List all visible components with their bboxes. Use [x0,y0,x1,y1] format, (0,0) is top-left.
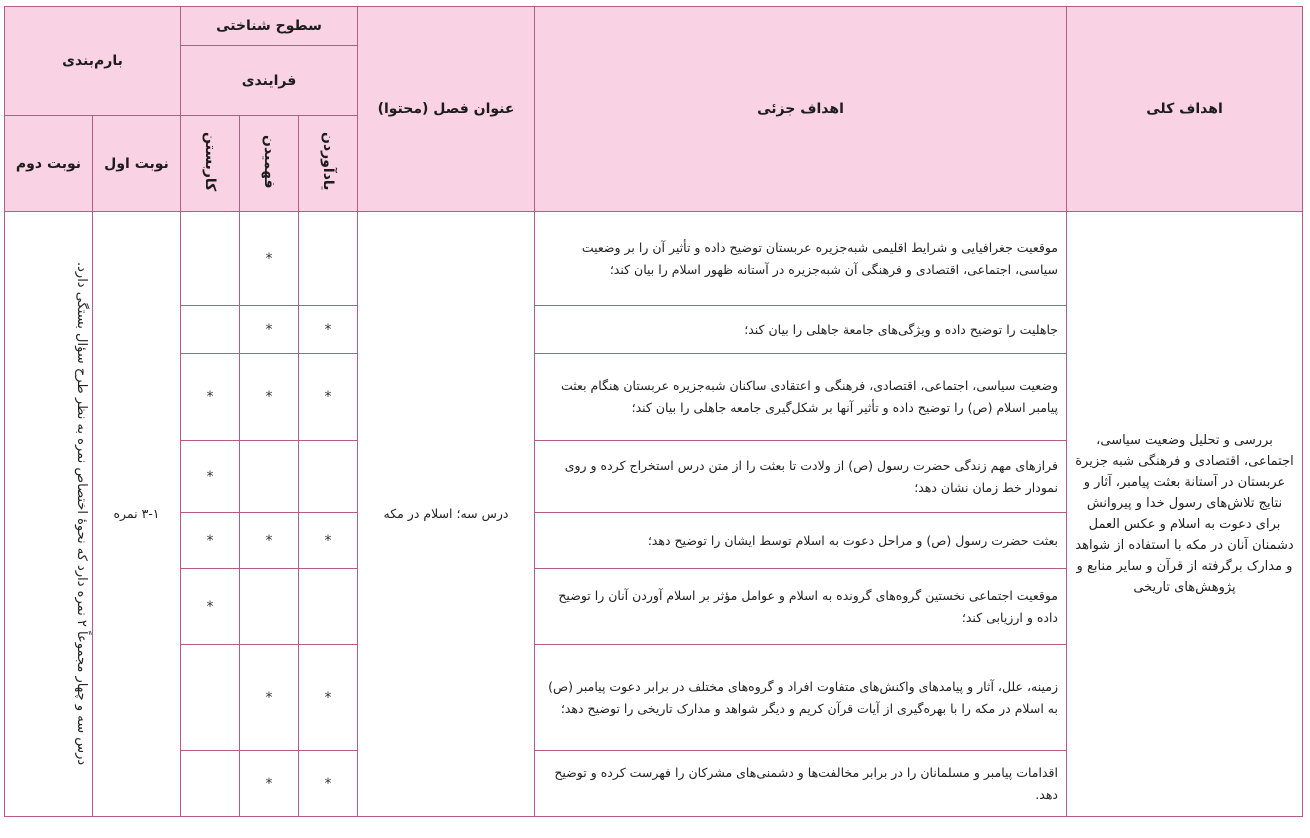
partial-goal: جاهلیت را توضیح داده و ویژگی‌های جامعة جاهلی را بیان کند؛ [535,306,1067,354]
second-term-cell [5,212,93,817]
apply-header-label: کاربستن [202,131,218,192]
first-term-score: ۳-۱ نمره [93,212,181,817]
recall-mark [299,212,358,306]
understand-mark [240,441,299,513]
recall-header-label: یادآوردن [320,132,336,191]
partial-goal: بعثت حضرت رسول (ص) و مراحل دعوت به اسلام توسط ایشان را توضیح دهد؛ [535,513,1067,569]
recall-mark: * [299,645,358,751]
partial-goal: زمینه، علل، آثار و پیامدهای واکنش‌های متفاوت افراد و گروه‌های مختلف در برابر دعوت پیامبر (ص) به اسلام در مکه را با بهره‌گیری از آیات قرآن کریم و دیگر شواهد و مدارک تاریخی را توضیح دهد؛ [535,645,1067,751]
understand-mark: * [240,354,299,441]
second-term-note: درس سه و چهار مجموعاً ۲ نمره دارد که نحوۀ اختصاص نمره به نظر طرح سؤال بستگی دارد. [74,262,89,766]
recall-mark: * [299,513,358,569]
apply-mark: * [181,441,240,513]
recall-header [299,116,358,212]
recall-mark: * [299,306,358,354]
understand-header-label: فهمیدن [261,134,277,189]
understand-mark: * [240,751,299,817]
first-term-header: نوبت اول [93,116,181,212]
chapter-cell: درس سه؛ اسلام در مکه [358,212,535,817]
apply-mark: * [181,354,240,441]
apply-mark [181,212,240,306]
recall-mark: * [299,354,358,441]
chapter-title-header: عنوان فصل (محتوا) [358,7,535,212]
process-header: فرایندی [181,46,358,116]
apply-mark [181,645,240,751]
recall-mark: * [299,751,358,817]
apply-mark [181,306,240,354]
general-goals-header: اهداف کلی [1067,7,1303,212]
apply-header [181,116,240,212]
recall-mark [299,569,358,645]
partial-goal: موقعیت جغرافیایی و شرایط اقلیمی شبه‌جزیره عربستان توضیح داده و تأثیر آن را بر وضعیت سیاسی، اجتماعی، اقتصادی و فرهنگی آن شبه‌جزیره در آستانه ظهور اسلام را بیان کند؛ [535,212,1067,306]
recall-mark [299,441,358,513]
partial-goal: اقدامات پیامبر و مسلمانان را در برابر مخالفت‌ها و دشمنی‌های مشرکان را فهرست کرده و توضیح دهد. [535,751,1067,817]
second-term-header: نوبت دوم [5,116,93,212]
partial-goal: وضعیت سیاسی، اجتماعی، اقتصادی، فرهنگی و اعتقادی ساکنان شبه‌جزیره عربستان هنگام بعثت پیامبر اسلام (ص) را توضیح داده و تأثیر آنها بر شکل‌گیری جامعه جاهلی را بیان کند؛ [535,354,1067,441]
table-row [5,212,1303,306]
understand-mark: * [240,645,299,751]
scoring-header: بارم‌بندی [5,7,181,116]
partial-goal: موقعیت اجتماعی نخستین گروه‌های گرونده به اسلام و عوامل مؤثر بر اسلام آوردن آنان را توضیح داده و ارزیابی کند؛ [535,569,1067,645]
cognitive-levels-header: سطوح شناختی [181,7,358,46]
understand-mark [240,569,299,645]
apply-mark: * [181,569,240,645]
understand-mark: * [240,212,299,306]
partial-goal: فرازهای مهم زندگی حضرت رسول (ص) از ولادت تا بعثت را از متن درس استخراج کرده و روی نمودار خط زمان نشان دهد؛ [535,441,1067,513]
partial-goals-header: اهداف جزئی [535,7,1067,212]
understand-header [240,116,299,212]
apply-mark: * [181,513,240,569]
understand-mark: * [240,306,299,354]
curriculum-table [4,6,1303,817]
general-goal-cell: بررسی و تحلیل وضعیت سیاسی، اجتماعی، اقتصادی و فرهنگی شبه جزیرة عربستان در آستانة بعثت پیامبر، آثار و نتایج تلاش‌های رسول خدا و پیروانش برای دعوت به اسلام و عکس العمل دشمنان آنان در مکه با استفاده از شواهد و مدارک برگرفته از قرآن و سایر منابع و پژوهش‌های تاریخی [1067,212,1303,817]
apply-mark [181,751,240,817]
understand-mark: * [240,513,299,569]
